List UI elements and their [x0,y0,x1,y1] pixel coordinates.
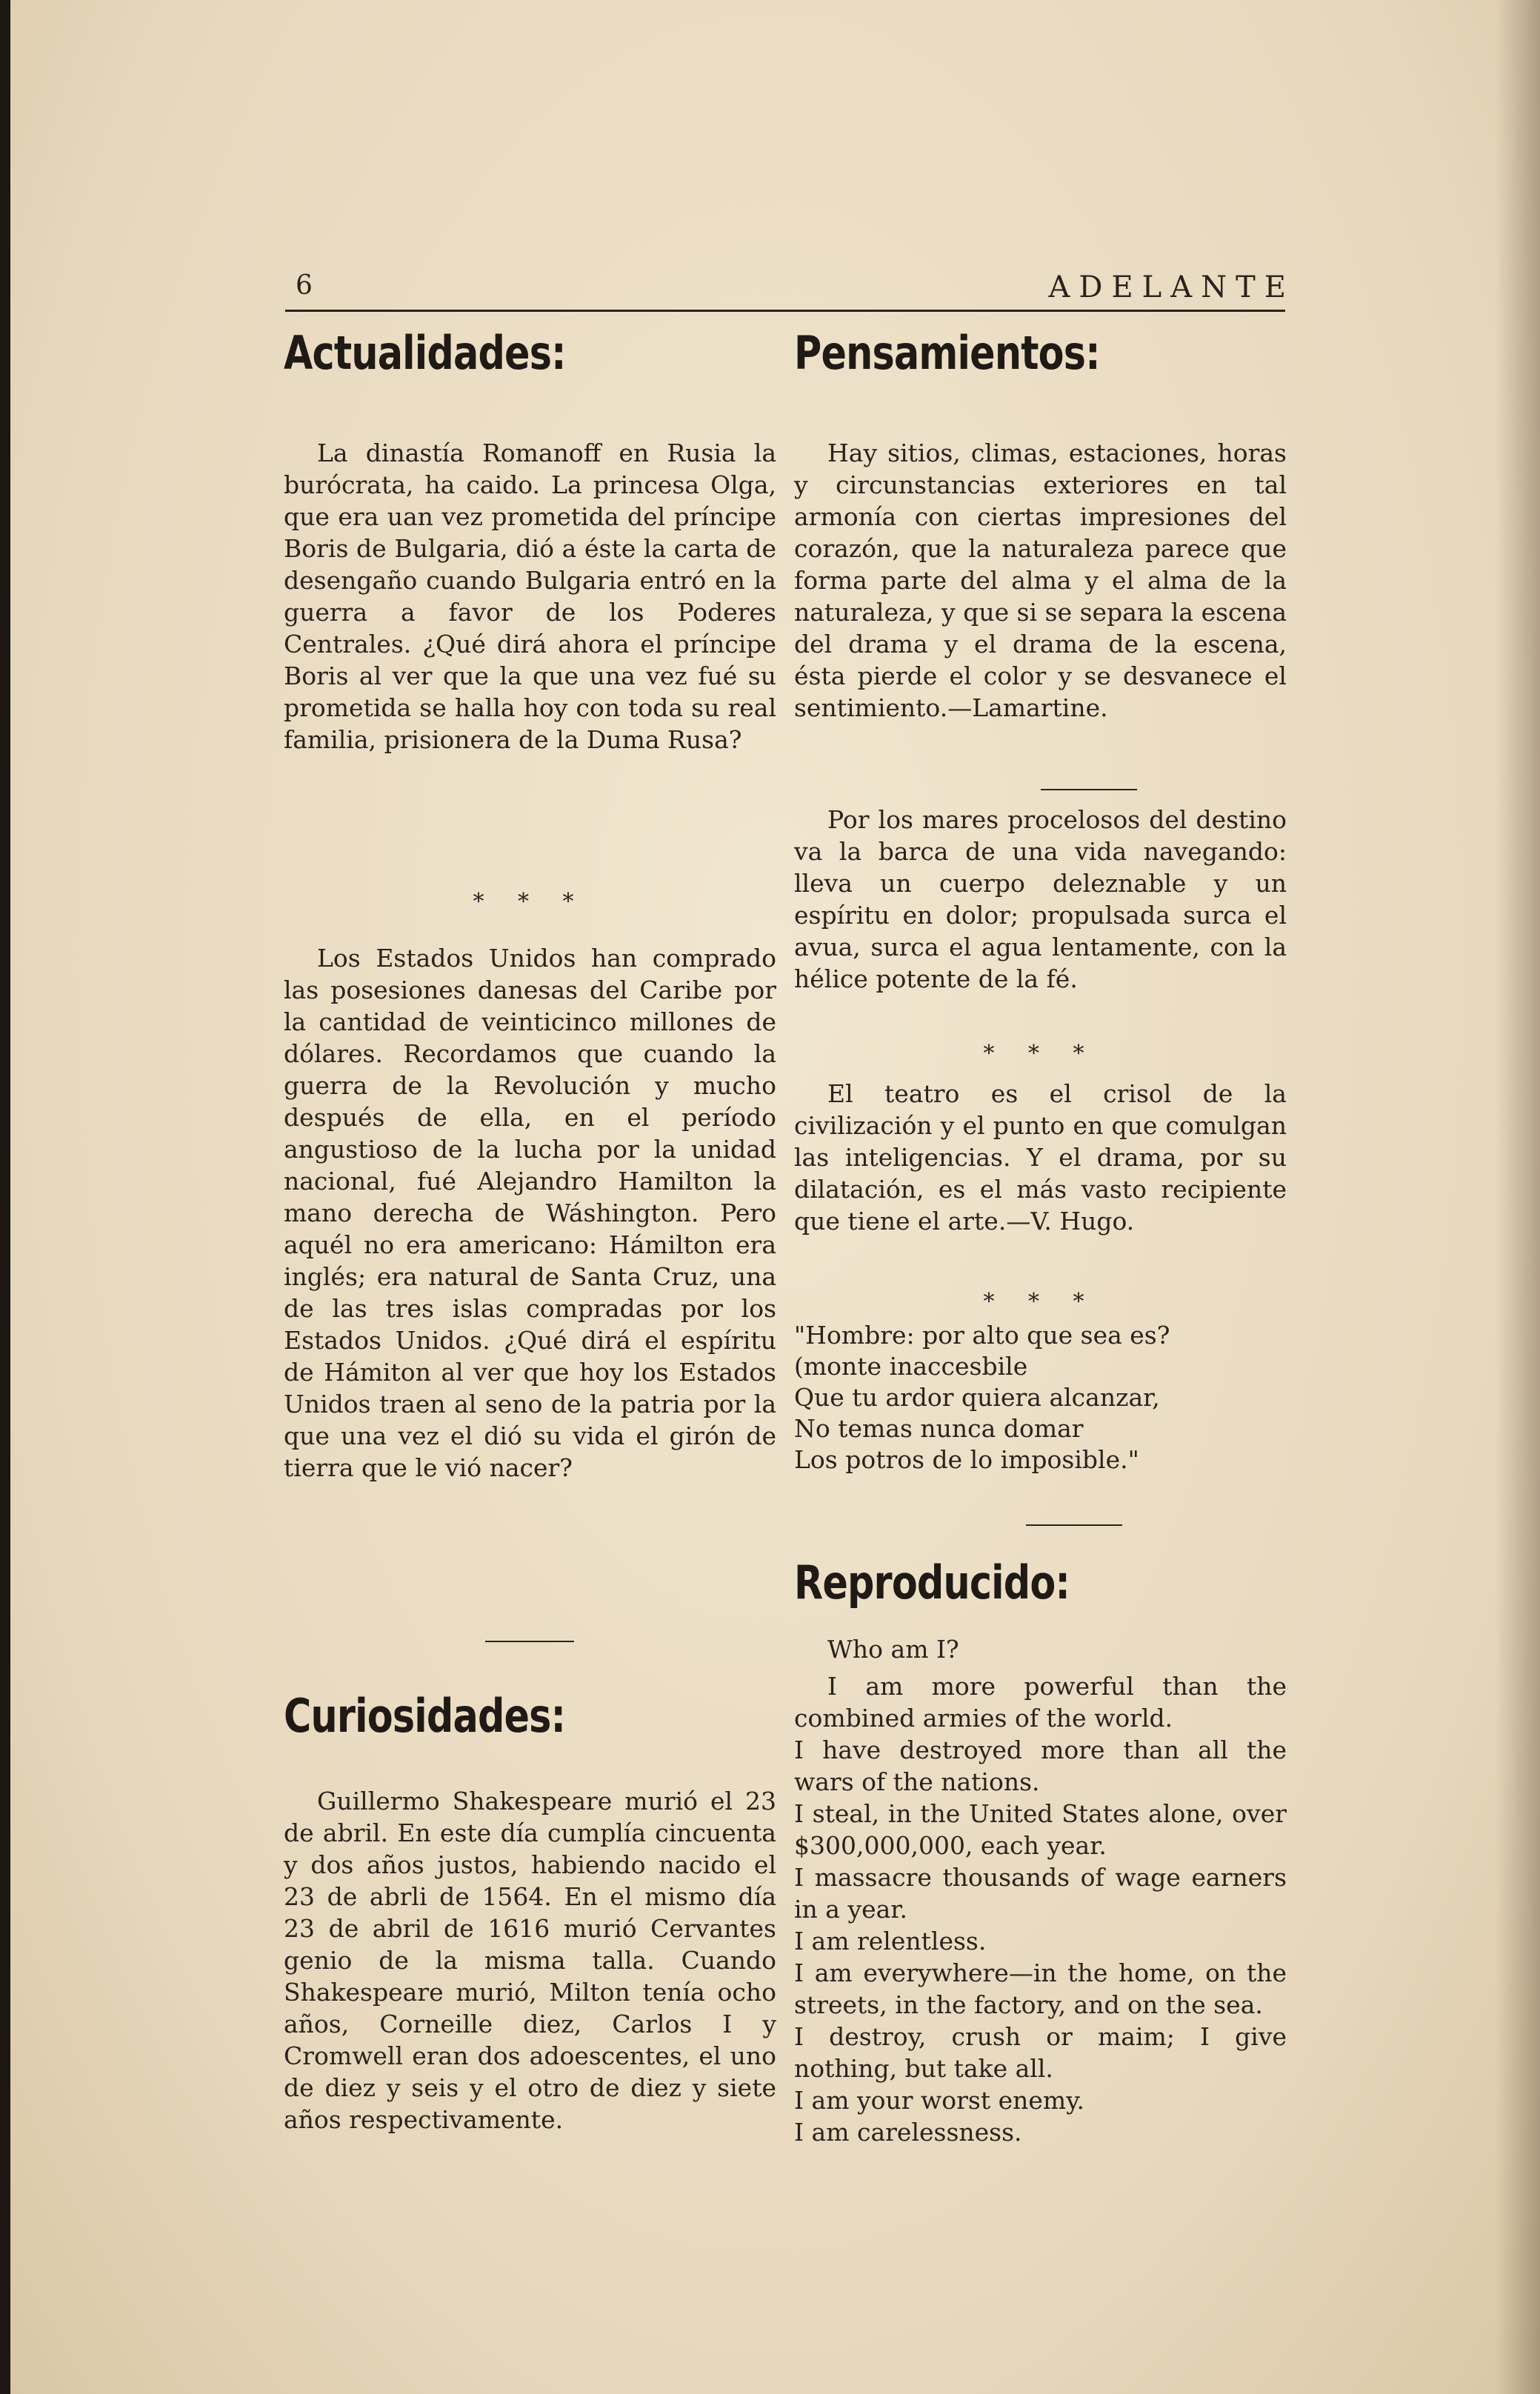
masthead-title: ADELANTE [1048,270,1295,304]
section-divider-right [1026,1524,1122,1526]
scan-edge-left [0,0,10,2394]
pensamientos-paragraph-1: Hay sitios, climas, estaciones, horas y circunstancias exteriores en tal armonía con ciertas impresiones del corazón, que la naturaleza parece que forma parte del alma y el alma de la naturaleza, y que si se separa la escena del drama y el drama de la escena, ésta pierde el color y se desvanece el sentimiento.—Lamartine. [794,439,1287,722]
reproducido-title: Who am I? [827,1635,959,1664]
separator-stars-right-1: * * * [983,1041,1098,1067]
actualidades-paragraph-1: La dinastía Romanoff en Rusia la burócrata, ha caido. La princesa Olga, que era uan vez prometida del príncipe Boris de Bulgaria, dió a éste la carta de desengaño cuando Bulgaria entró en la guerra a favor de los Poderes Centrales. ¿Qué dirá ahora el príncipe Boris al ver que la que una vez fué su prometida se halla hoy con toda su real familia, prisionera de la Duma Rusa? [284,439,776,754]
reproducido-body: I am more powerful than the combined armies of the world. I have destroyed more than all the wars of the nations. I steal, in the United States alone, over $300,000,000, each year. I massacre thousands of wage earners in a year. I am relentless. I am everywhere—in the home, on the streets, in the factory, and on the sea. I destroy, crush or maim; I give nothing, but take all. I am your worst enemy. I am carelessness. [794,1672,1287,2147]
section-divider-left [485,1641,574,1642]
pensamientos-paragraph-2: Por los mares procelosos del destino va la barca de una vida navegando: lleva un cuerpo deleznable y un espíritu en dolor; propulsada surca el avua, surca el agua lentamente, con la hélice potente de la fé. [794,805,1287,993]
separator-stars-left: * * * [473,889,587,915]
heading-actualidades: Actualidades: [284,326,566,380]
page-number: 6 [296,270,313,301]
heading-reproducido: Reproducido: [794,1556,1070,1610]
page-header [284,270,1295,307]
separator-stars-right-2: * * * [983,1289,1098,1315]
heading-curiosidades: Curiosidades: [284,1689,566,1743]
pensamientos-poem: "Hombre: por alto que sea es? (monte inaccesbile Que tu ardor quiera alcanzar, No temas nunca domar Los potros de lo imposible." [794,1321,1170,1474]
curiosidades-paragraph: Guillermo Shakespeare murió el 23 de abril. En este día cumplía cincuenta y dos años justos, habiendo nacido el 23 de abrli de 1564. En el mismo día 23 de abril de 1616 murió Cervantes genio de la misma talla. Cuando Shakespeare murió, Milton tenía ocho años, Corneille diez, Carlos I y Cromwell eran dos adoescentes, el uno de diez y seis y el otro de diez y siete años respectivamente. [284,1787,776,2134]
pensamientos-paragraph-3: El teatro es el crisol de la civilización y el punto en que comulgan las inteligencias. Y el drama, por su dilatación, es el más vasto recipiente que tiene el arte.—V. Hugo. [794,1079,1287,1236]
actualidades-paragraph-2: Los Estados Unidos han comprado las posesiones danesas del Caribe por la cantidad de veinticinco millones de dólares. Recordamos que cuando la guerra de la Revolución y mucho después de ella, en el período angustioso de la lucha por la unidad nacional, fué Alejandro Hamilton la mano derecha de Wáshington. Pero aquél no era americano: Hámilton era inglés; era natural de Santa Cruz, una de las tres islas compradas por los Estados Unidos. ¿Qué dirá el espíritu de Hámiton al ver que hoy los Estados Unidos traen al seno de la patria por la que una vez el dió su vida el girón de tierra que le vió nacer? [284,944,776,1482]
scan-edge-right [1496,0,1540,2394]
header-rule [285,310,1285,312]
divider-pensamientos-1 [1041,789,1137,790]
heading-pensamientos: Pensamientos: [794,326,1100,380]
